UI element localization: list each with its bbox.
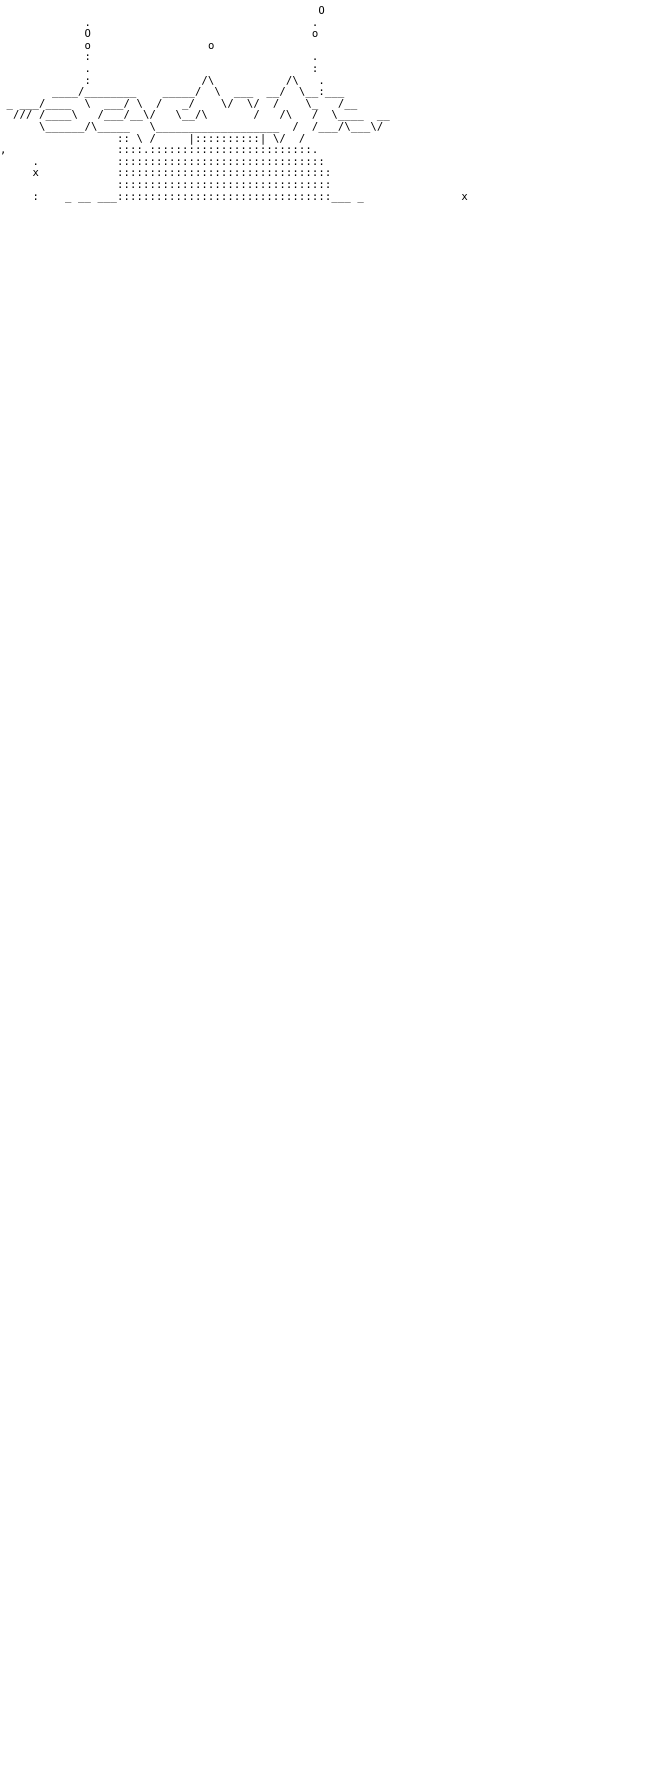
- header-ascii-art: O . . O o o o : . . : : /\ /\ . ____/________ _____/ \ ___ __/ \__:___ _ ___/____ \ ___/ \ / _/ \/ \/ / \_ /__ /// /____\ /___/__\/ \__/\ / /\ / \____ __ \______/\_____ \___________________ / /___/\___\/ :: \ / |::::::::::| \/ / , ::::.:::::::::::::::::::::::::. . :::::::::::::::::::::::::::::::: x ::::::::::::::::::::::::::::::::: ::::::::::::::::::::::::::::::::: : _ __ ___:::::::::::::::::::::::::::::::::___ _ x: [0, 5, 468, 203]
